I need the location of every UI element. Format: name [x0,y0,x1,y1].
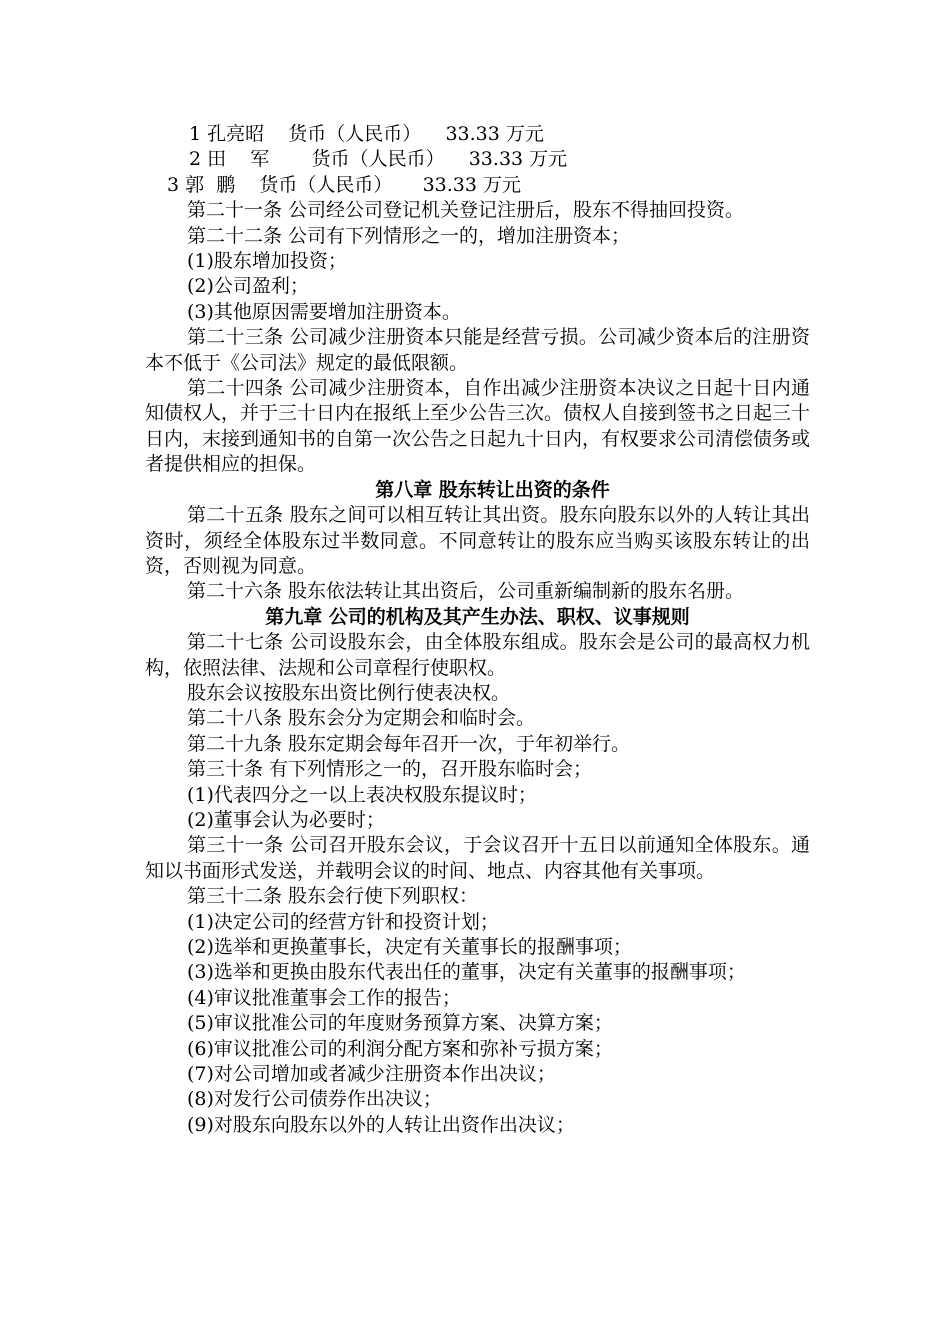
article-32-item-3: (3)选举和更换由股东代表出任的董事，决定有关董事的报酬事项； [187,961,746,984]
article-30-item-1: (1)代表四分之一以上表决权股东提议时； [187,783,537,806]
article-25: 第二十五条 股东之间可以相互转让其出资。股东向股东以外的人转让其出资时，须经全体股东过半数同意。不同意转让的股东应当购买该股东转让的出资，否则视为同意。 [145,504,810,577]
chapter-8-heading: 第八章 股东转让出资的条件 [375,478,610,501]
article-32-item-7: (7)对公司增加或者减少注册资本作出决议； [187,1063,556,1086]
article-30: 第三十条 有下列情形之一的，召开股东临时会； [187,758,593,781]
shareholder-line-3: 3 郭 鹏 货币（人民币） 33.33 万元 [167,173,521,196]
shareholder-line-1: 1 孔亮昭 货币（人民币） 33.33 万元 [189,123,544,145]
article-22-item-2: (2)公司盈利； [187,275,309,298]
article-26: 第二十六条 股东依法转让其出资后，公司重新编制新的股东名册。 [187,580,745,603]
article-32-item-1: (1)决定公司的经营方针和投资计划； [187,910,499,933]
article-32-item-4: (4)审议批准董事会工作的报告； [187,986,461,1009]
document-page [145,122,810,1138]
article-22: 第二十二条 公司有下列情形之一的，增加注册资本； [187,224,631,247]
article-31: 第三十一条 公司召开股东会议，于会议召开十五日以前通知全体股东。通知以书面形式发送，并载明会议的时间、地点、内容其他有关事项。 [145,834,810,882]
article-32-item-9: (9)对股东向股东以外的人转让出资作出决议； [187,1113,575,1136]
article-32-item-5: (5)审议批准公司的年度财务预算方案、决算方案； [187,1012,613,1035]
article-29: 第二十九条 股东定期会每年召开一次，于年初举行。 [187,732,631,755]
article-22-item-3: (3)其他原因需要增加注册资本。 [187,300,461,323]
article-28: 第二十八条 股东会分为定期会和临时会。 [187,707,536,730]
article-32-item-6: (6)审议批准公司的利润分配方案和弥补亏损方案； [187,1037,613,1060]
chapter-9-heading: 第九章 公司的机构及其产生办法、职权、议事规则 [265,605,690,628]
article-30-item-2: (2)董事会认为必要时； [187,808,385,831]
article-32: 第三十二条 股东会行使下列职权： [187,885,479,908]
article-24: 第二十四条 公司减少注册资本，自作出减少注册资本决议之日起十日内通知债权人，并于三十日内在报纸上至少公告三次。债权人自接到签书之日起三十日内，末接到通知书的自第一次公告之日起九十日内，有权要求公司清偿债务或者提供相应的担保。 [145,377,811,476]
shareholder-line-2: 2 田 军 货币（人民币） 33.33 万元 [189,148,568,171]
article-23: 第二十三条 公司减少注册资本只能是经营亏损。公司减少资本后的注册资本不低于《公司法》规定的最低限额。 [145,326,810,374]
article-22-item-1: (1)股东增加投资； [187,250,347,273]
article-32-item-8: (8)对发行公司债券作出决议； [187,1088,442,1111]
article-27-voting: 股东会议按股东出资比例行使表决权。 [187,681,511,704]
article-21: 第二十一条 公司经公司登记机关登记注册后，股东不得抽回投资。 [187,199,745,222]
article-27: 第二十七条 公司设股东会，由全体股东组成。股东会是公司的最高权力机构，依照法律、法规和公司章程行使职权。 [145,631,810,679]
article-32-item-2: (2)选举和更换董事长，决定有关董事长的报酬事项； [187,936,632,958]
